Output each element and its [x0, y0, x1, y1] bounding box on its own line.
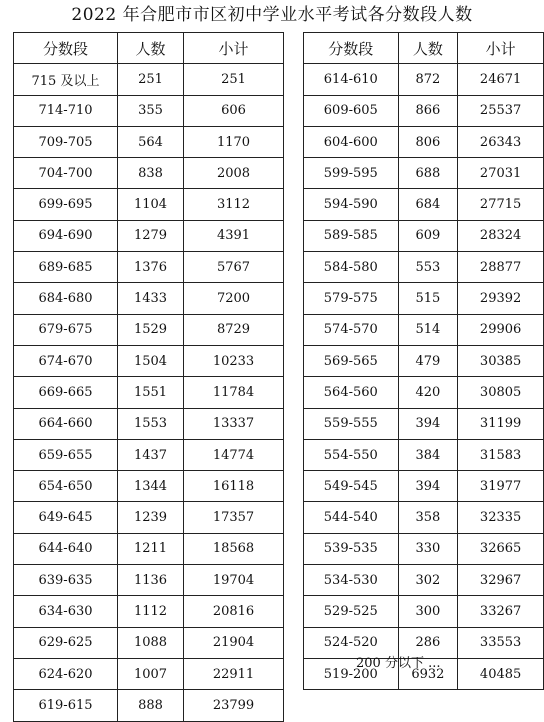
cell-count: 1279: [118, 220, 184, 251]
table-row: [14, 377, 284, 408]
cell-score-range: 519-200: [304, 658, 399, 689]
cell-count: 300: [398, 596, 458, 627]
cell-subtotal: 28324: [458, 220, 544, 251]
cell-count: 394: [398, 471, 458, 502]
cell-score-range: 679-675: [14, 314, 118, 345]
header-score-range: 分数段: [14, 33, 118, 64]
cell-score-range: 699-695: [14, 189, 118, 220]
table-row: [304, 126, 544, 157]
cell-subtotal: 31583: [458, 439, 544, 470]
table-header-row: [14, 33, 284, 64]
table-row: [14, 220, 284, 251]
cell-score-range: 714-710: [14, 95, 118, 126]
cell-count: 872: [398, 64, 458, 95]
score-table-left: [13, 32, 284, 722]
table-row: [14, 533, 284, 564]
cell-score-range: 589-585: [304, 220, 399, 251]
table-row: [304, 283, 544, 314]
cell-subtotal: 30385: [458, 345, 544, 376]
cell-count: 688: [398, 158, 458, 189]
cell-count: 286: [398, 627, 458, 658]
cell-count: 1344: [118, 471, 184, 502]
cell-subtotal: 32665: [458, 533, 544, 564]
cell-score-range: 534-530: [304, 565, 399, 596]
cell-score-range: 654-650: [14, 471, 118, 502]
cell-score-range: 624-620: [14, 658, 118, 689]
cell-count: 1088: [118, 627, 184, 658]
cell-count: 394: [398, 408, 458, 439]
table-row: [304, 471, 544, 502]
table-row: [14, 252, 284, 283]
cell-score-range: 559-555: [304, 408, 399, 439]
cell-subtotal: 29392: [458, 283, 544, 314]
cell-subtotal: 251: [184, 64, 284, 95]
cell-count: 1553: [118, 408, 184, 439]
cell-score-range: 609-605: [304, 95, 399, 126]
table-row: [304, 345, 544, 376]
header-subtotal: 小计: [458, 33, 544, 64]
cell-subtotal: 3112: [184, 189, 284, 220]
cell-subtotal: 18568: [184, 533, 284, 564]
cell-subtotal: 4391: [184, 220, 284, 251]
cell-subtotal: 31977: [458, 471, 544, 502]
cell-score-range: 669-665: [14, 377, 118, 408]
cell-score-range: 644-640: [14, 533, 118, 564]
cell-count: 609: [398, 220, 458, 251]
cell-score-range: 674-670: [14, 345, 118, 376]
cell-count: 6932: [398, 658, 458, 689]
cell-subtotal: 33553: [458, 627, 544, 658]
cell-count: 1504: [118, 345, 184, 376]
cell-score-range: 704-700: [14, 158, 118, 189]
cell-count: 515: [398, 283, 458, 314]
cell-subtotal: 31199: [458, 408, 544, 439]
table-row: [304, 220, 544, 251]
cell-score-range: 639-635: [14, 565, 118, 596]
cell-subtotal: 14774: [184, 439, 284, 470]
cell-score-range: 659-655: [14, 439, 118, 470]
cell-count: 806: [398, 126, 458, 157]
table-row: [14, 596, 284, 627]
cell-count: 866: [398, 95, 458, 126]
table-row: [14, 189, 284, 220]
table-row: [14, 439, 284, 470]
cell-count: 479: [398, 345, 458, 376]
cell-count: 1376: [118, 252, 184, 283]
table-row: [14, 158, 284, 189]
cell-count: 1433: [118, 283, 184, 314]
table-row: [304, 439, 544, 470]
table-row: [304, 408, 544, 439]
table-header-row: [304, 33, 544, 64]
table-row: [304, 252, 544, 283]
cell-subtotal: 16118: [184, 471, 284, 502]
cell-subtotal: 27031: [458, 158, 544, 189]
cell-subtotal: 30805: [458, 377, 544, 408]
table-row: [14, 627, 284, 658]
cell-subtotal: 24671: [458, 64, 544, 95]
cell-subtotal: 28877: [458, 252, 544, 283]
cell-count: 838: [118, 158, 184, 189]
cell-count: 1211: [118, 533, 184, 564]
cell-score-range: 664-660: [14, 408, 118, 439]
table-row: [304, 158, 544, 189]
cell-count: 1112: [118, 596, 184, 627]
table-row: [14, 95, 284, 126]
table-row: [14, 64, 284, 95]
cell-subtotal: 21904: [184, 627, 284, 658]
cell-count: 420: [398, 377, 458, 408]
cell-count: 302: [398, 565, 458, 596]
cell-score-range: 579-575: [304, 283, 399, 314]
cell-subtotal: 33267: [458, 596, 544, 627]
cell-subtotal: 29906: [458, 314, 544, 345]
table-row: [14, 345, 284, 376]
cell-subtotal: 23799: [184, 690, 284, 721]
cell-count: 1104: [118, 189, 184, 220]
cell-subtotal: 10233: [184, 345, 284, 376]
cell-subtotal: 20816: [184, 596, 284, 627]
cell-count: 514: [398, 314, 458, 345]
cell-count: 330: [398, 533, 458, 564]
cell-score-range: 619-615: [14, 690, 118, 721]
cell-count: 1437: [118, 439, 184, 470]
cell-subtotal: 26343: [458, 126, 544, 157]
cell-subtotal: 606: [184, 95, 284, 126]
cell-subtotal: 32335: [458, 502, 544, 533]
cell-count: 553: [398, 252, 458, 283]
cell-count: 384: [398, 439, 458, 470]
header-count: 人数: [398, 33, 458, 64]
table-row: [14, 126, 284, 157]
cell-score-range: 574-570: [304, 314, 399, 345]
header-count: 人数: [118, 33, 184, 64]
table-row: [304, 95, 544, 126]
cell-subtotal: 8729: [184, 314, 284, 345]
table-row: [304, 502, 544, 533]
cell-score-range: 539-535: [304, 533, 399, 564]
header-score-range: 分数段: [304, 33, 399, 64]
cell-subtotal: 27715: [458, 189, 544, 220]
cell-count: 358: [398, 502, 458, 533]
cell-score-range: 594-590: [304, 189, 399, 220]
cell-score-range: 649-645: [14, 502, 118, 533]
cell-subtotal: 25537: [458, 95, 544, 126]
header-subtotal: 小计: [184, 33, 284, 64]
cell-count: 1529: [118, 314, 184, 345]
cell-subtotal: 17357: [184, 502, 284, 533]
table-row: [304, 64, 544, 95]
cell-subtotal: 5767: [184, 252, 284, 283]
cell-score-range: 604-600: [304, 126, 399, 157]
table-row: [14, 314, 284, 345]
cell-score-range: 599-595: [304, 158, 399, 189]
cell-count: 1239: [118, 502, 184, 533]
cell-score-range: 544-540: [304, 502, 399, 533]
cell-count: 888: [118, 690, 184, 721]
cell-score-range: 634-630: [14, 596, 118, 627]
cell-subtotal: 2008: [184, 158, 284, 189]
cell-score-range: 584-580: [304, 252, 399, 283]
table-row: [304, 596, 544, 627]
table-row: [304, 533, 544, 564]
cell-subtotal: 22911: [184, 658, 284, 689]
footnote-text: 200 分以下 ...: [356, 656, 441, 671]
cell-score-range: 715 及以上: [14, 64, 118, 95]
cell-score-range: 684-680: [14, 283, 118, 314]
table-row: [14, 658, 284, 689]
cell-count: 1136: [118, 565, 184, 596]
table-row: [304, 565, 544, 596]
cell-subtotal: 19704: [184, 565, 284, 596]
cell-score-range: 614-610: [304, 64, 399, 95]
cell-count: 355: [118, 95, 184, 126]
cell-score-range: 694-690: [14, 220, 118, 251]
cell-score-range: 524-520: [304, 627, 399, 658]
table-row: [14, 471, 284, 502]
cell-score-range: 689-685: [14, 252, 118, 283]
table-row: [304, 377, 544, 408]
cell-subtotal: 32967: [458, 565, 544, 596]
cell-score-range: 709-705: [14, 126, 118, 157]
table-row: [14, 502, 284, 533]
cell-score-range: 549-545: [304, 471, 399, 502]
cell-count: 251: [118, 64, 184, 95]
table-row: [304, 314, 544, 345]
table-row: [14, 565, 284, 596]
cell-subtotal: 40485: [458, 658, 544, 689]
cell-count: 1007: [118, 658, 184, 689]
cell-score-range: 564-560: [304, 377, 399, 408]
cell-subtotal: 13337: [184, 408, 284, 439]
cell-subtotal: 7200: [184, 283, 284, 314]
page-title: 2022 年合肥市市区初中学业水平考试各分数段人数: [71, 5, 473, 25]
cell-score-range: 569-565: [304, 345, 399, 376]
table-row: [14, 408, 284, 439]
cell-score-range: 554-550: [304, 439, 399, 470]
cell-subtotal: 11784: [184, 377, 284, 408]
cell-subtotal: 1170: [184, 126, 284, 157]
cell-count: 684: [398, 189, 458, 220]
cell-count: 564: [118, 126, 184, 157]
score-table-right: [303, 32, 544, 690]
cell-score-range: 629-625: [14, 627, 118, 658]
table-row: [14, 283, 284, 314]
cell-count: 1551: [118, 377, 184, 408]
table-row: [304, 189, 544, 220]
table-row: [14, 690, 284, 721]
cell-score-range: 529-525: [304, 596, 399, 627]
